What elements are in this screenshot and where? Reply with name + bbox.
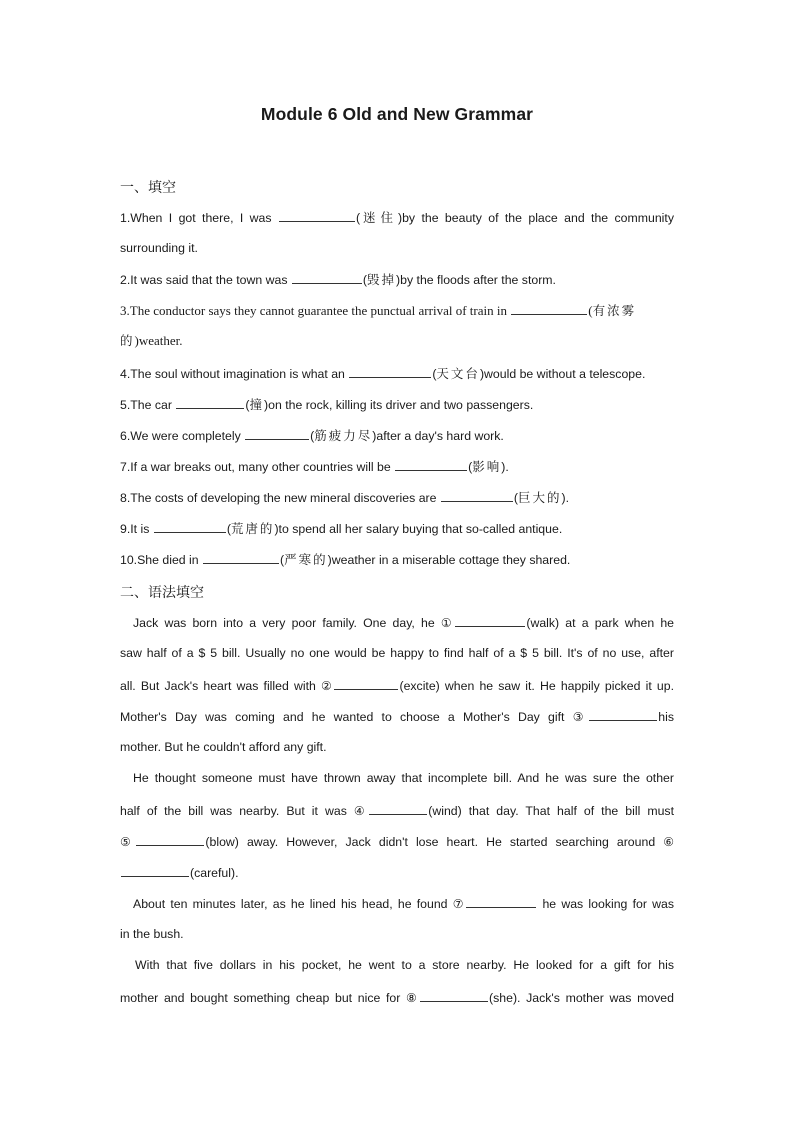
answer-blank — [455, 614, 525, 627]
passage-line: half of the bill was nearby. But it was ④ (wind) that day. That half of the bill must — [120, 804, 674, 818]
passage-line: About ten minutes later, as he lined his head, he found ⑦ he was looking for was — [133, 897, 674, 911]
answer-blank — [349, 365, 431, 378]
passage-line: (careful). — [120, 864, 674, 881]
answer-blank — [203, 551, 279, 564]
passage-line: in the bush. — [120, 927, 184, 941]
question-10: 10.She died in (严寒的)weather in a miserable cottage they shared. — [120, 552, 571, 567]
question-1: 1.When I got there, I was (迷住)by the beauty of the place and the community — [120, 210, 674, 225]
answer-blank — [121, 864, 189, 877]
question-7: 7.If a war breaks out, many other countries will be (影响). — [120, 459, 509, 474]
question-4: 4.The soul without imagination is what an (天文台)would be without a telescope. — [120, 366, 646, 381]
passage-line: Mother's Day was coming and he wanted to choose a Mother's Day gift ③ his — [120, 710, 674, 724]
question-3: 3.The conductor says they cannot guarantee the punctual arrival of train in (有浓雾 — [120, 303, 637, 318]
question-3-cont: 的)weather. — [120, 333, 183, 348]
question-8: 8.The costs of developing the new mineral discoveries are (巨大的). — [120, 490, 570, 505]
answer-blank — [589, 708, 657, 721]
answer-blank — [334, 677, 398, 690]
passage-line: mother. But he couldn't afford any gift. — [120, 740, 327, 754]
question-6: 6.We were completely (筋疲力尽)after a day's hard work. — [120, 428, 504, 443]
question-2: 2.It was said that the town was (毁掉)by the floods after the storm. — [120, 272, 556, 287]
page-title: Module 6 Old and New Grammar — [260, 104, 534, 124]
answer-blank — [292, 271, 362, 284]
answer-blank — [154, 520, 226, 533]
answer-blank — [466, 895, 536, 908]
question-9: 9.It is (荒唐的)to spend all her salary buying that so-called antique. — [120, 521, 563, 536]
passage-line: ⑤ (blow) away. However, Jack didn't lose heart. He started searching around ⑥ — [120, 835, 674, 849]
passage-line: With that five dollars in his pocket, he went to a store nearby. He looked for a gift for his — [135, 958, 674, 972]
passage-line: He thought someone must have thrown away that incomplete bill. And he was sure the other — [133, 771, 674, 785]
answer-blank — [279, 209, 355, 222]
question-5: 5.The car (撞)on the rock, killing its driver and two passengers. — [120, 397, 534, 412]
answer-blank — [395, 458, 467, 471]
answer-blank — [420, 989, 488, 1002]
question-1-cont: surrounding it. — [120, 241, 198, 255]
answer-blank — [369, 802, 427, 815]
section-heading-grammar: 二、语法填空 — [120, 585, 204, 601]
answer-blank — [511, 302, 587, 315]
answer-blank — [176, 396, 244, 409]
passage-line: saw half of a $ 5 bill. Usually no one would be happy to find half of a $ 5 bill. It's of no use, after — [120, 646, 674, 660]
passage-line: all. But Jack's heart was filled with ② (excite) when he saw it. He happily picked it up. — [120, 679, 674, 693]
section-heading-fill-blank: 一、填空 — [120, 180, 176, 196]
answer-blank — [136, 833, 204, 846]
passage-line: Jack was born into a very poor family. One day, he ① (walk) at a park when he — [133, 616, 674, 630]
answer-blank — [441, 489, 513, 502]
passage-line: mother and bought something cheap but nice for ⑧ (she). Jack's mother was moved — [120, 991, 674, 1005]
answer-blank — [245, 427, 309, 440]
